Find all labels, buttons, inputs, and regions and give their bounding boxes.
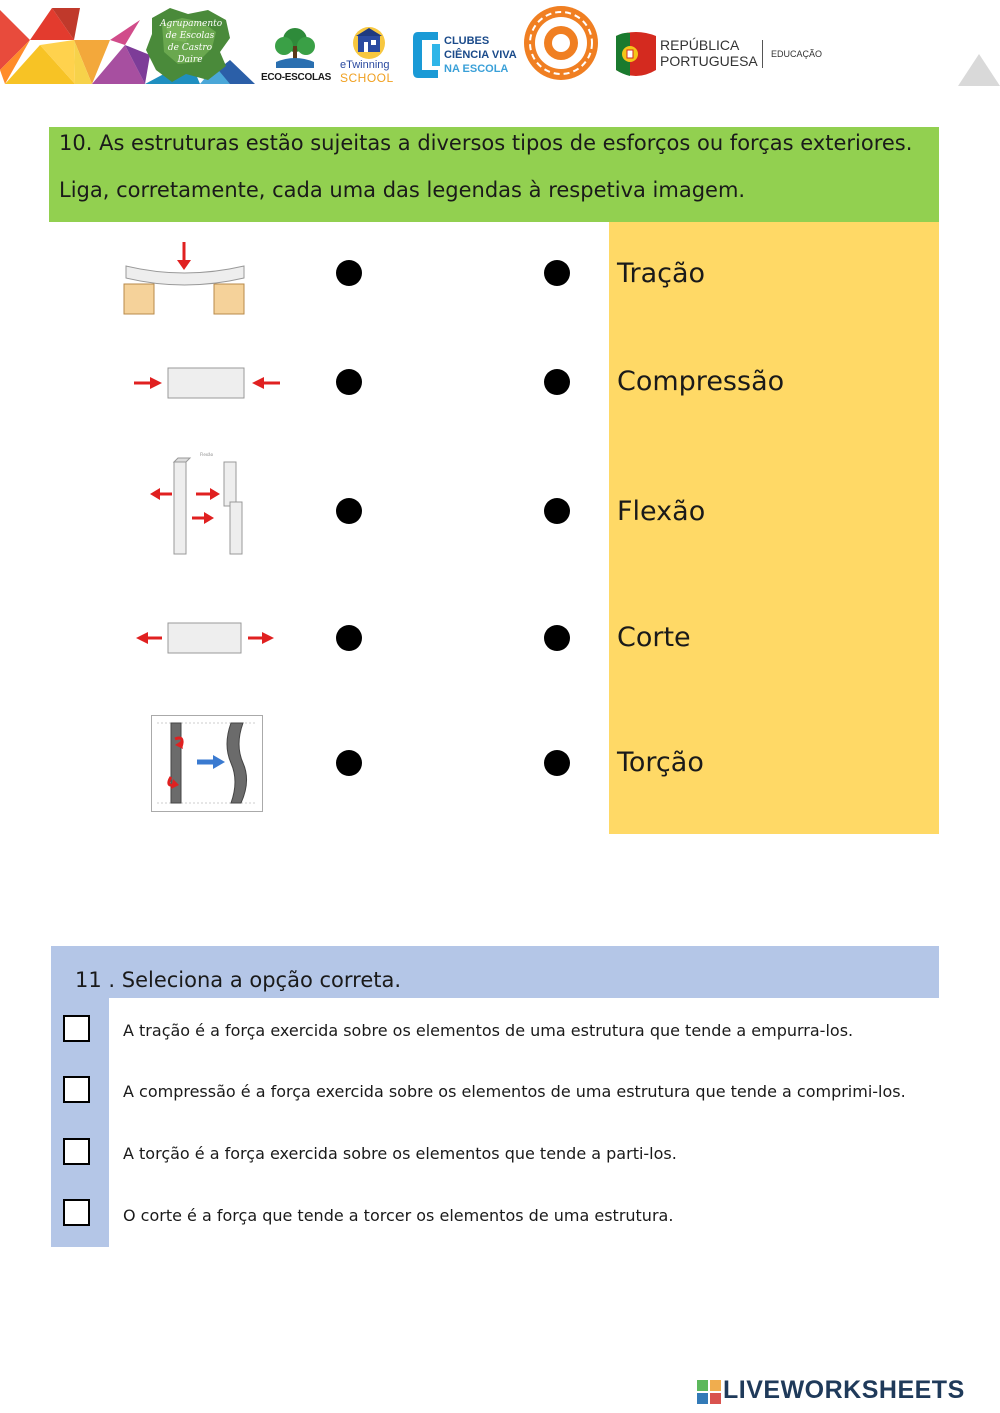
figure-caption: Flexão [200,452,214,457]
image-dot-3[interactable] [336,498,362,524]
compressao-icon [132,365,282,401]
option-text-4: O corte é a força que tende a torcer os elementos de uma estrutura. [123,1206,674,1225]
clubes-ciencia-viva-text [444,34,517,76]
agrupamento-logo-text: Agrupamento de Escolas de Castro Daire [160,19,223,65]
image-dot-2[interactable] [336,369,362,395]
label-dot-1[interactable] [544,260,570,286]
corner-triangle-decoration [958,54,1000,86]
option-text-1: A tração é a força exercida sobre os elementos de uma estrutura que tende a empurra-los. [123,1021,854,1040]
clubes-ciencia-viva-icon [410,26,442,84]
corte-icon [146,450,252,558]
image-dot-5[interactable] [336,750,362,776]
clubes-line-3: NA ESCOLA [444,63,509,75]
republica-line-1: REPÚBLICA [660,37,740,53]
label-flexao: Flexão [617,496,706,527]
header-divider [762,40,763,68]
question10-line-1: 10. As estruturas estão sujeitas a diversos tipos de esforços ou forças exteriores. [59,131,913,155]
plano-nacional-artes-text [0,0,12,1]
option-checkbox-1[interactable] [63,1015,90,1042]
image-dot-4[interactable] [336,625,362,651]
eco-escolas-tree-icon [272,26,318,70]
etwinning-label: eTwinning [340,59,390,71]
header [0,0,1000,92]
flexao-icon [122,240,248,320]
republica-portuguesa-text [660,37,758,69]
torcao-icon [151,715,263,812]
label-dot-4[interactable] [544,625,570,651]
label-tracao: Tração [617,258,706,289]
clubes-line-1: CLUBES [444,35,490,47]
label-dot-2[interactable] [544,369,570,395]
question11-title: 11 . Seleciona a opção correta. [75,968,402,992]
question10-line-2: Liga, corretamente, cada uma das legendas à respetiva imagem. [59,178,746,202]
clubes-line-2: CIÊNCIA VIVA [444,49,517,61]
image-dot-1[interactable] [336,260,362,286]
eco-escolas-label: ECO-ESCOLAS [261,72,332,83]
educacao-label: EDUCAÇÃO [771,49,823,59]
labels-panel [609,222,939,834]
option-text-2: A compressão é a força exercida sobre os elementos de uma estrutura que tende a comprimi-los. [123,1082,906,1101]
option-checkbox-2[interactable] [63,1076,90,1103]
option-text-3: A torção é a força exercida sobre os elementos que tende a parti-los. [123,1144,677,1163]
liveworksheets-brand[interactable]: LIVEWORKSHEETS [723,1376,965,1404]
republica-portuguesa-flag-icon [614,30,658,82]
plano-nacional-artes-logo [522,4,600,82]
option-checkbox-4[interactable] [63,1199,90,1226]
etwinning-school-icon [344,26,394,60]
option-checkbox-3[interactable] [63,1138,90,1165]
label-corte: Corte [617,622,691,653]
label-torcao: Torção [617,747,704,778]
tracao-icon [132,620,278,656]
label-dot-3[interactable] [544,498,570,524]
republica-line-2: PORTUGUESA [660,53,758,69]
etwinning-school-label: SCHOOL [340,71,394,85]
label-dot-5[interactable] [544,750,570,776]
liveworksheets-logo-icon [697,1380,721,1404]
label-compressao: Compressão [617,366,785,397]
